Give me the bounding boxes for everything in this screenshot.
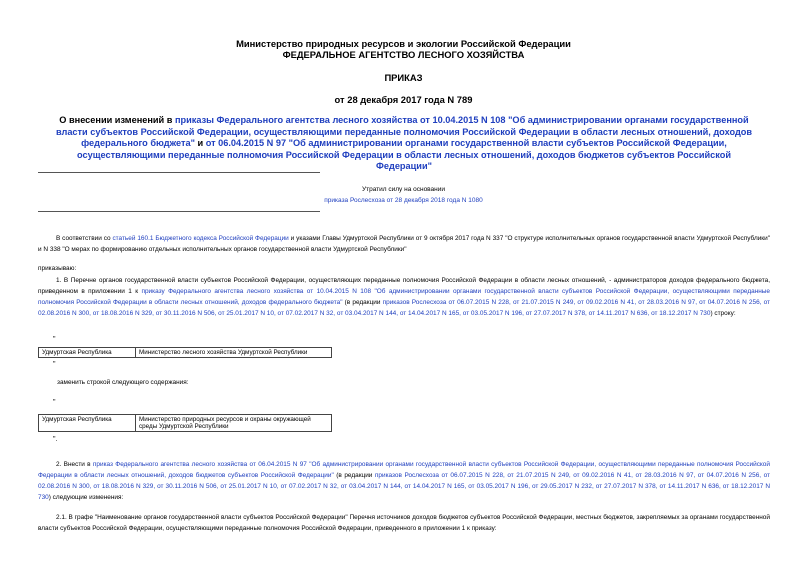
item-2-text-2: (в редакции — [333, 472, 375, 480]
old-row-organ: Министерство лесного хозяйства Удмуртской Республики — [136, 348, 332, 358]
document-subject — [52, 115, 756, 173]
subject-text-1: О внесении изменений в — [59, 115, 175, 125]
order-word: приказываю: — [38, 265, 77, 272]
item-2-1-paragraph: 2.1. В графе "Наименование органов государственной власти субъектов Российской Федерации" Перечня источников доходов бюджетов субъектов Российской Федерации, местных бюджетов, закрепляемых за органами государственной власти субъектов Российской Федерации, осуществляющими переданные полномочия Российской Федерации, приведенного в приложении 1 к приказу: — [38, 514, 770, 533]
item-2-text-1: 2. Внести в — [56, 461, 93, 468]
new-row-organ: Министерство природных ресурсов и охраны окружающей среды Удмуртской Республики — [136, 415, 332, 432]
quote-close-1: " — [53, 361, 56, 368]
old-row-region: Удмуртская Республика — [39, 348, 136, 358]
subject-text-2: и — [194, 138, 206, 149]
subject-link-order-97[interactable]: от 06.04.2015 N 97 "Об администрировании органами государственной власти субъектов Российской Федерации, осуществляющими переданные полномочия Российской Федерации в области лесных отношений, доходов бюджетов субъектов Российской Федерации" — [77, 138, 731, 172]
item-1-paragraph — [38, 275, 770, 319]
item-1-text-2: (в редакции — [342, 299, 383, 307]
item-1-text-1: 1. В Перечне органов государственной власти субъектов Российской Федерации, осуществляющих переданные полномочия Российской Федерации в области лесных отношений, - администраторов доходов федерального бюджета, приведенном в приложении 1 к — [38, 277, 770, 296]
status-repeal-link[interactable]: приказа Рослесхоза от 28 декабря 2018 года N 1080 — [324, 197, 483, 204]
quote-open-2: " — [53, 399, 56, 406]
new-row-region: Удмуртская Республика — [39, 415, 136, 432]
table-row — [39, 348, 332, 358]
item-1-order-link[interactable]: приказу Федерального агентства лесного хозяйства от 10.04.2015 N 108 "Об администрировании органами государственной власти субъектов Российской Федерации, осуществляющими переданные полномочия Российской Федерации в области лесных отношений, доходов федерального бюджета" — [38, 288, 771, 307]
item-2-order-link[interactable]: приказ Федерального агентства лесного хозяйства от 06.04.2015 N 97 "Об администрировании органами государственной власти субъектов Российской Федерации, осуществляющими переданные полномочия Российской Федерации в области лесных отношений, доходов бюджетов субъектов Российской Федерации" — [38, 461, 770, 480]
quote-close-2: ". — [53, 436, 58, 443]
new-row-table — [38, 414, 332, 432]
agency-name: ФЕДЕРАЛЬНОЕ АГЕНТСТВО ЛЕСНОГО ХОЗЯЙСТВА — [282, 49, 525, 60]
intro-text-2: и указами Главы Удмуртской Республики от 9 октября 2017 года N 337 "О структуре исполнительных органов государственной власти Удмуртской Республики" и N 338 "О мерах по формированию отдельных исполнительных органов государственной власти Удмуртской Республики" — [38, 235, 770, 254]
item-2-amendments-link[interactable]: приказов Рослесхоза от 06.07.2015 N 228, от 21.07.2015 N 249, от 09.02.2016 N 41, от 28.03.2016 N 97, от 04.07.2016 N 256, от 02.08.2016 N 300, от 18.08.2016 N 329, от 30.11.2016 N 506, от 25.01.2017 N 10, от 07.02.2017 N 32, от 03.04.2017 N 144, от 14.04.2017 N 165, от 03.05.2017 N 196, от 29.05.2017 N 232, от 27.07.2017 N 378, от 14.11.2017 N 636, от 18.12.2017 N 730 — [38, 472, 770, 502]
old-row-table — [38, 347, 332, 358]
item-1-text-3: ) строку: — [710, 310, 736, 318]
quote-open-1: " — [53, 336, 56, 343]
divider-bottom — [38, 211, 320, 212]
replace-text: заменить строкой следующего содержания: — [57, 379, 189, 386]
item-2-text-3: ) следующие изменения: — [48, 494, 124, 502]
budget-code-link[interactable]: статьей 160.1 Бюджетного кодекса Российской Федерации — [112, 235, 289, 242]
intro-paragraph — [38, 233, 770, 255]
item-2-paragraph — [38, 459, 770, 503]
table-row — [39, 415, 332, 432]
status-line-1: Утратил силу на основании — [361, 186, 446, 193]
item-1-amendments-link[interactable]: приказов Рослесхоза от 06.07.2015 N 228, от 21.07.2015 N 249, от 09.02.2016 N 41, от 28.03.2016 N 97, от 04.07.2016 N 256, от 02.08.2016 N 300, от 18.08.2016 N 329, от 30.11.2016 N 506, от 25.01.2017 N 10, от 07.02.2017 N 32, от 03.04.2017 N 144, от 14.04.2017 N 165, от 03.05.2017 N 196, от 27.07.2017 N 378, от 14.11.2017 N 636, от 18.12.2017 N 730 — [38, 299, 770, 318]
divider-top — [38, 172, 320, 173]
ministry-name: Министерство природных ресурсов и экологии Российской Федерации — [236, 38, 571, 49]
intro-text-1: В соответствии со — [56, 235, 113, 242]
document-date: от 28 декабря 2017 года N 789 — [334, 94, 473, 105]
subject-link-order-108[interactable]: приказы Федерального агентства лесного хозяйства от 10.04.2015 N 108 "Об администрировании органами государственной власти субъектов Российской Федерации, осуществляющими переданные полномочия Российской Федерации в области лесных отношений, доходов федерального бюджета" — [55, 115, 753, 149]
document-type: ПРИКАЗ — [384, 72, 423, 83]
